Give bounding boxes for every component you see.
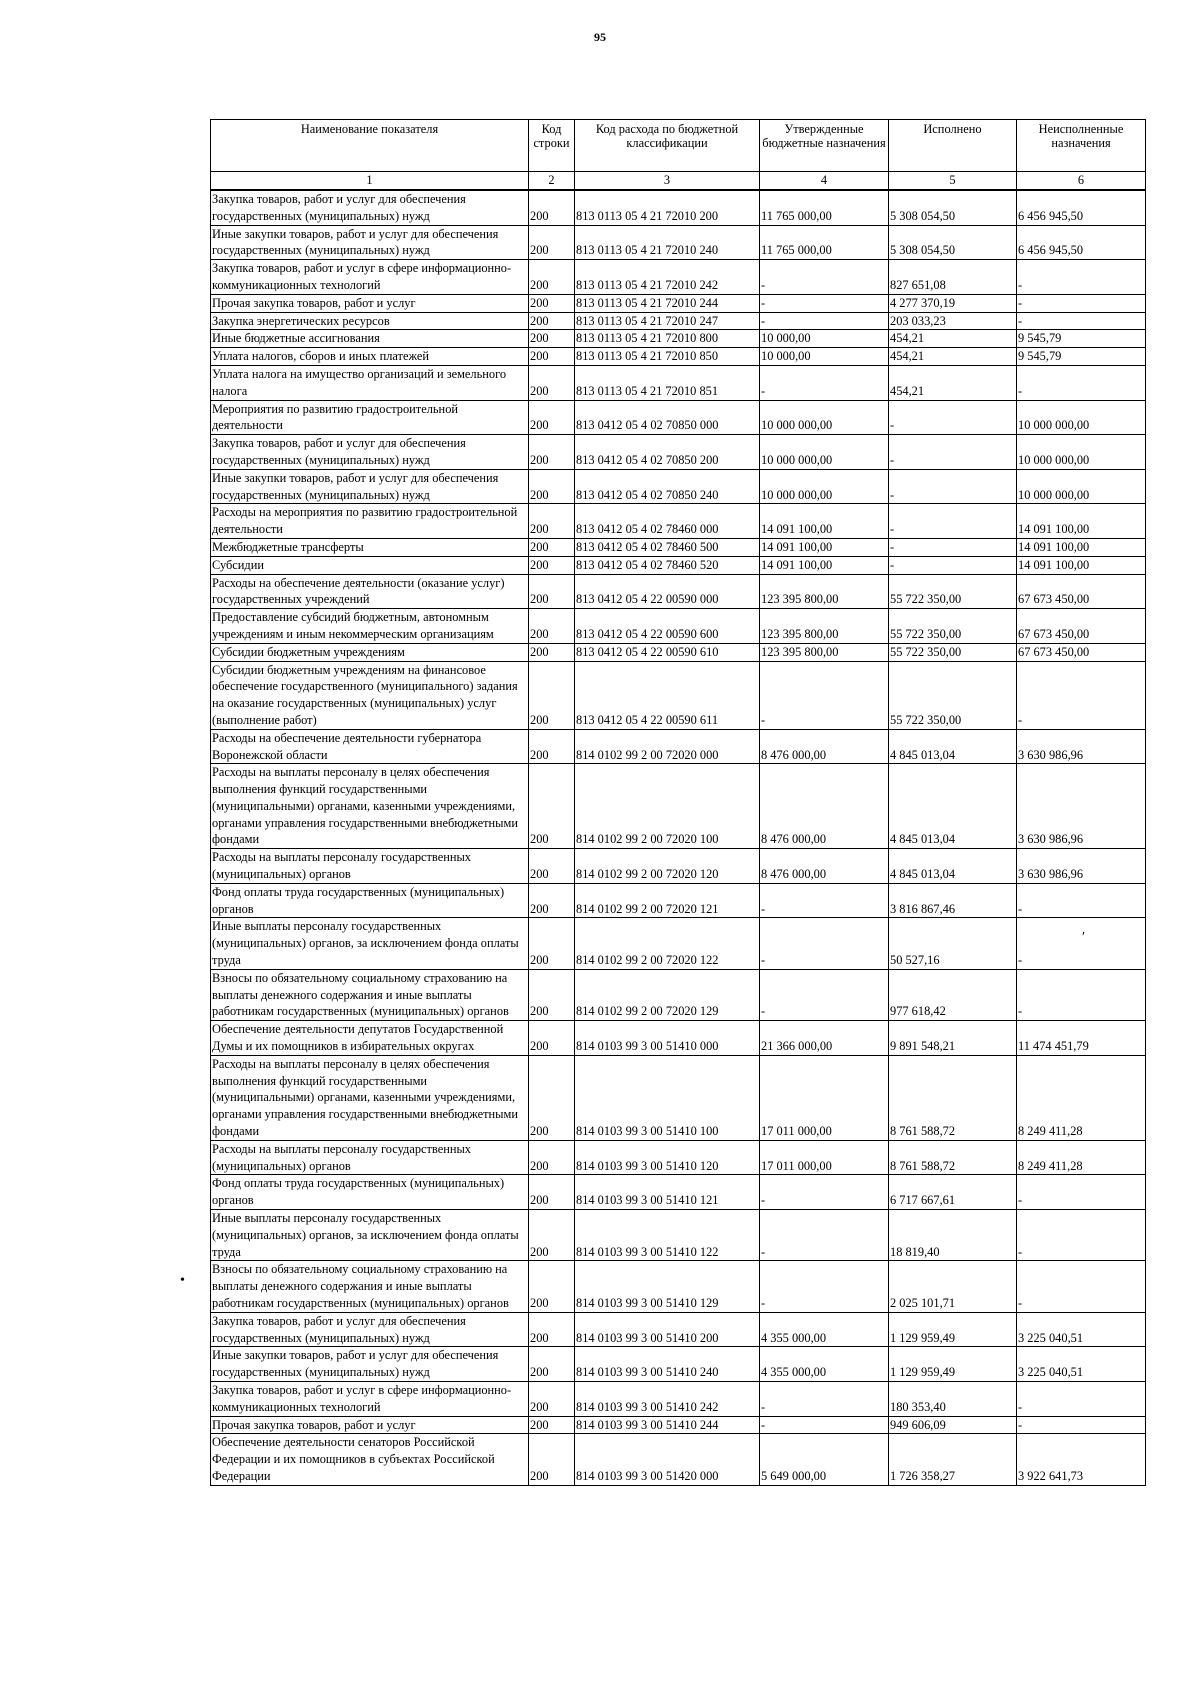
- row-approved: -: [760, 969, 889, 1020]
- col-header-budget-code: Код расхода по бюджетной классификации: [575, 120, 760, 172]
- col-num-1: 1: [211, 172, 529, 191]
- row-approved: 11 765 000,00: [760, 190, 889, 225]
- table-row: [211, 260, 1146, 295]
- table-row: [211, 1055, 1146, 1140]
- row-approved: 14 091 100,00: [760, 504, 889, 539]
- row-approved: -: [760, 294, 889, 312]
- row-name: Расходы на мероприятия по развитию градостроительной деятельности: [211, 504, 529, 539]
- col-num-6: 6: [1017, 172, 1146, 191]
- row-line-code: 200: [529, 661, 575, 729]
- row-budget-code: 813 0113 05 4 21 72010 850: [575, 348, 760, 366]
- row-executed: 9 891 548,21: [889, 1021, 1017, 1056]
- row-unexecuted: -: [1017, 312, 1146, 330]
- row-name: Взносы по обязательному социальному страхованию на выплаты денежного содержания и иные выплаты работникам государственных (муниципальных) органов: [211, 969, 529, 1020]
- row-approved: -: [760, 1261, 889, 1312]
- row-executed: 50 527,16: [889, 918, 1017, 969]
- row-unexecuted: 3 630 986,96: [1017, 849, 1146, 884]
- row-approved: 21 366 000,00: [760, 1021, 889, 1056]
- row-budget-code: 813 0113 05 4 21 72010 240: [575, 225, 760, 260]
- row-budget-code: 813 0113 05 4 21 72010 800: [575, 330, 760, 348]
- row-line-code: 200: [529, 435, 575, 470]
- row-budget-code: 813 0412 05 4 02 70850 000: [575, 400, 760, 435]
- row-budget-code: 813 0412 05 4 22 00590 600: [575, 609, 760, 644]
- row-name: Расходы на выплаты персоналу в целях обеспечения выполнения функций государственными (муниципальными) органами, казенными учреждениями, органами управления государственными внебюджетными фондами: [211, 1055, 529, 1140]
- row-line-code: 200: [529, 1347, 575, 1382]
- row-name: Закупка товаров, работ и услуг для обеспечения государственных (муниципальных) нужд: [211, 435, 529, 470]
- row-budget-code: 813 0113 05 4 21 72010 242: [575, 260, 760, 295]
- row-unexecuted: 3 630 986,96: [1017, 729, 1146, 764]
- row-executed: 4 277 370,19: [889, 294, 1017, 312]
- table-row: [211, 883, 1146, 918]
- table-row: [211, 1210, 1146, 1261]
- row-unexecuted: 67 673 450,00: [1017, 609, 1146, 644]
- row-approved: -: [760, 1416, 889, 1434]
- col-header-unexecuted: Неисполненные назначения: [1017, 120, 1146, 172]
- row-unexecuted: 10 000 000,00: [1017, 400, 1146, 435]
- row-executed: -: [889, 400, 1017, 435]
- row-name: Иные бюджетные ассигнования: [211, 330, 529, 348]
- table-row: [211, 312, 1146, 330]
- row-budget-code: 814 0102 99 2 00 72020 122: [575, 918, 760, 969]
- row-unexecuted: 11 474 451,79: [1017, 1021, 1146, 1056]
- row-unexecuted: 8 249 411,28: [1017, 1055, 1146, 1140]
- row-name: Межбюджетные трансферты: [211, 538, 529, 556]
- row-approved: 4 355 000,00: [760, 1312, 889, 1347]
- row-unexecuted: 3 225 040,51: [1017, 1347, 1146, 1382]
- row-name: Прочая закупка товаров, работ и услуг: [211, 294, 529, 312]
- table-row: [211, 1347, 1146, 1382]
- row-approved: -: [760, 1175, 889, 1210]
- row-budget-code: 813 0113 05 4 21 72010 200: [575, 190, 760, 225]
- row-approved: 123 395 800,00: [760, 609, 889, 644]
- row-budget-code: 814 0103 99 3 00 51410 240: [575, 1347, 760, 1382]
- row-budget-code: 813 0113 05 4 21 72010 244: [575, 294, 760, 312]
- page-number: 95: [594, 30, 606, 44]
- row-approved: -: [760, 883, 889, 918]
- row-executed: 454,21: [889, 348, 1017, 366]
- row-line-code: 200: [529, 1261, 575, 1312]
- col-header-line-code: Код строки: [529, 120, 575, 172]
- row-name: Закупка товаров, работ и услуг в сфере информационно-коммуникационных технологий: [211, 1381, 529, 1416]
- table-row: [211, 365, 1146, 400]
- row-approved: 8 476 000,00: [760, 729, 889, 764]
- row-approved: 10 000,00: [760, 330, 889, 348]
- row-name: Субсидии: [211, 556, 529, 574]
- row-unexecuted: 14 091 100,00: [1017, 538, 1146, 556]
- row-executed: 55 722 350,00: [889, 574, 1017, 609]
- row-executed: 1 726 358,27: [889, 1434, 1017, 1485]
- col-num-2: 2: [529, 172, 575, 191]
- row-name: Закупка товаров, работ и услуг в сфере информационно-коммуникационных технологий: [211, 260, 529, 295]
- row-line-code: 200: [529, 1434, 575, 1485]
- row-line-code: 200: [529, 330, 575, 348]
- row-approved: -: [760, 918, 889, 969]
- table-row: [211, 330, 1146, 348]
- col-header-executed: Исполнено: [889, 120, 1017, 172]
- row-budget-code: 814 0103 99 3 00 51410 129: [575, 1261, 760, 1312]
- col-header-name: Наименование показателя: [211, 120, 529, 172]
- row-unexecuted: 8 249 411,28: [1017, 1140, 1146, 1175]
- row-unexecuted: -: [1017, 1261, 1146, 1312]
- row-executed: 5 308 054,50: [889, 225, 1017, 260]
- row-line-code: 200: [529, 469, 575, 504]
- row-line-code: 200: [529, 643, 575, 661]
- table-row: [211, 729, 1146, 764]
- row-name: Иные выплаты персоналу государственных (муниципальных) органов, за исключением фонда оплаты труда: [211, 918, 529, 969]
- row-name: Взносы по обязательному социальному страхованию на выплаты денежного содержания и иные выплаты работникам государственных (муниципальных) органов: [211, 1261, 529, 1312]
- column-number-row: [211, 172, 1146, 191]
- row-unexecuted: 6 456 945,50: [1017, 190, 1146, 225]
- col-num-4: 4: [760, 172, 889, 191]
- row-name: Фонд оплаты труда государственных (муниципальных) органов: [211, 883, 529, 918]
- row-budget-code: 814 0103 99 3 00 51410 000: [575, 1021, 760, 1056]
- row-name: Иные закупки товаров, работ и услуг для обеспечения государственных (муниципальных) нужд: [211, 1347, 529, 1382]
- row-budget-code: 814 0102 99 2 00 72020 100: [575, 764, 760, 849]
- row-budget-code: 814 0103 99 3 00 51410 242: [575, 1381, 760, 1416]
- row-unexecuted: 10 000 000,00: [1017, 435, 1146, 470]
- row-budget-code: 814 0103 99 3 00 51410 244: [575, 1416, 760, 1434]
- row-executed: -: [889, 504, 1017, 539]
- row-approved: 123 395 800,00: [760, 574, 889, 609]
- row-line-code: 200: [529, 556, 575, 574]
- row-name: Закупка товаров, работ и услуг для обеспечения государственных (муниципальных) нужд: [211, 190, 529, 225]
- row-line-code: 200: [529, 365, 575, 400]
- row-executed: 4 845 013,04: [889, 849, 1017, 884]
- row-executed: 18 819,40: [889, 1210, 1017, 1261]
- row-executed: 977 618,42: [889, 969, 1017, 1020]
- row-name: Уплата налога на имущество организаций и земельного налога: [211, 365, 529, 400]
- table-row: [211, 609, 1146, 644]
- row-unexecuted: 3 225 040,51: [1017, 1312, 1146, 1347]
- row-name: Расходы на обеспечение деятельности губернатора Воронежской области: [211, 729, 529, 764]
- row-name: Иные выплаты персоналу государственных (муниципальных) органов, за исключением фонда оплаты труда: [211, 1210, 529, 1261]
- row-name: Мероприятия по развитию градостроительной деятельности: [211, 400, 529, 435]
- row-line-code: 200: [529, 849, 575, 884]
- row-name: Иные закупки товаров, работ и услуг для обеспечения государственных (муниципальных) нужд: [211, 469, 529, 504]
- row-name: Уплата налогов, сборов и иных платежей: [211, 348, 529, 366]
- row-name: Обеспечение деятельности сенаторов Российской Федерации и их помощников в субъектах Российской Федерации: [211, 1434, 529, 1485]
- table-row: [211, 1416, 1146, 1434]
- table-row: [211, 348, 1146, 366]
- row-executed: 949 606,09: [889, 1416, 1017, 1434]
- row-unexecuted: 67 673 450,00: [1017, 574, 1146, 609]
- row-budget-code: 813 0412 05 4 02 78460 500: [575, 538, 760, 556]
- col-num-5: 5: [889, 172, 1017, 191]
- row-approved: 123 395 800,00: [760, 643, 889, 661]
- header-row: [211, 120, 1146, 172]
- row-line-code: 200: [529, 1021, 575, 1056]
- table-row: [211, 1021, 1146, 1056]
- row-line-code: 200: [529, 574, 575, 609]
- row-name: Иные закупки товаров, работ и услуг для обеспечения государственных (муниципальных) нужд: [211, 225, 529, 260]
- row-unexecuted: -: [1017, 969, 1146, 1020]
- row-line-code: 200: [529, 1175, 575, 1210]
- row-approved: 14 091 100,00: [760, 556, 889, 574]
- row-line-code: 200: [529, 1055, 575, 1140]
- row-name: Фонд оплаты труда государственных (муниципальных) органов: [211, 1175, 529, 1210]
- row-line-code: 200: [529, 1312, 575, 1347]
- table-row: [211, 1140, 1146, 1175]
- row-name: Закупка товаров, работ и услуг для обеспечения государственных (муниципальных) нужд: [211, 1312, 529, 1347]
- row-approved: 10 000 000,00: [760, 400, 889, 435]
- row-unexecuted: -: [1017, 1210, 1146, 1261]
- row-executed: 454,21: [889, 330, 1017, 348]
- row-unexecuted: -: [1017, 661, 1146, 729]
- col-num-3: 3: [575, 172, 760, 191]
- table-row: [211, 469, 1146, 504]
- row-line-code: 200: [529, 1416, 575, 1434]
- row-executed: -: [889, 435, 1017, 470]
- row-line-code: 200: [529, 918, 575, 969]
- row-executed: -: [889, 556, 1017, 574]
- row-unexecuted: 6 456 945,50: [1017, 225, 1146, 260]
- row-line-code: 200: [529, 609, 575, 644]
- row-executed: -: [889, 469, 1017, 504]
- row-unexecuted: -: [1017, 1175, 1146, 1210]
- table-row: [211, 764, 1146, 849]
- row-unexecuted: 10 000 000,00: [1017, 469, 1146, 504]
- row-name: Расходы на выплаты персоналу государственных (муниципальных) органов: [211, 1140, 529, 1175]
- row-name: Закупка энергетических ресурсов: [211, 312, 529, 330]
- row-line-code: 200: [529, 504, 575, 539]
- row-line-code: 200: [529, 294, 575, 312]
- row-executed: 1 129 959,49: [889, 1347, 1017, 1382]
- row-line-code: 200: [529, 764, 575, 849]
- row-budget-code: 814 0102 99 2 00 72020 120: [575, 849, 760, 884]
- row-unexecuted: 67 673 450,00: [1017, 643, 1146, 661]
- row-approved: 17 011 000,00: [760, 1140, 889, 1175]
- row-name: Расходы на обеспечение деятельности (оказание услуг) государственных учреждений: [211, 574, 529, 609]
- table-row: [211, 294, 1146, 312]
- table-body: [211, 190, 1146, 1485]
- row-executed: 55 722 350,00: [889, 643, 1017, 661]
- table-row: [211, 504, 1146, 539]
- row-unexecuted: 3 630 986,96: [1017, 764, 1146, 849]
- row-unexecuted: -: [1017, 260, 1146, 295]
- row-budget-code: 814 0102 99 2 00 72020 000: [575, 729, 760, 764]
- row-line-code: 200: [529, 190, 575, 225]
- row-executed: 454,21: [889, 365, 1017, 400]
- row-executed: 5 308 054,50: [889, 190, 1017, 225]
- row-line-code: 200: [529, 1140, 575, 1175]
- row-executed: -: [889, 538, 1017, 556]
- row-approved: 10 000 000,00: [760, 435, 889, 470]
- row-name: Расходы на выплаты персоналу в целях обеспечения выполнения функций государственными (муниципальными) органами, казенными учреждениями, органами управления государственными внебюджетными фондами: [211, 764, 529, 849]
- row-line-code: 200: [529, 729, 575, 764]
- row-approved: -: [760, 661, 889, 729]
- row-unexecuted: -: [1017, 1381, 1146, 1416]
- table-row: [211, 190, 1146, 225]
- row-line-code: 200: [529, 400, 575, 435]
- row-budget-code: 813 0412 05 4 02 78460 520: [575, 556, 760, 574]
- row-name: Субсидии бюджетным учреждениям на финансовое обеспечение государственного (муниципального) задания на оказание государственных (муниципальных) услуг (выполнение работ): [211, 661, 529, 729]
- row-name: Обеспечение деятельности депутатов Государственной Думы и их помощников в избирательных округах: [211, 1021, 529, 1056]
- row-approved: 5 649 000,00: [760, 1434, 889, 1485]
- row-approved: -: [760, 1381, 889, 1416]
- row-name: Расходы на выплаты персоналу государственных (муниципальных) органов: [211, 849, 529, 884]
- row-budget-code: 814 0102 99 2 00 72020 129: [575, 969, 760, 1020]
- table-row: [211, 969, 1146, 1020]
- table-row: [211, 1434, 1146, 1485]
- row-budget-code: 814 0102 99 2 00 72020 121: [575, 883, 760, 918]
- table-row: [211, 1175, 1146, 1210]
- row-budget-code: 813 0113 05 4 21 72010 247: [575, 312, 760, 330]
- table-row: [211, 400, 1146, 435]
- row-budget-code: 814 0103 99 3 00 51410 120: [575, 1140, 760, 1175]
- row-approved: 11 765 000,00: [760, 225, 889, 260]
- row-unexecuted: -: [1017, 883, 1146, 918]
- row-executed: 55 722 350,00: [889, 661, 1017, 729]
- row-unexecuted: 14 091 100,00: [1017, 556, 1146, 574]
- row-executed: 4 845 013,04: [889, 764, 1017, 849]
- row-budget-code: 813 0412 05 4 22 00590 000: [575, 574, 760, 609]
- row-budget-code: 814 0103 99 3 00 51410 122: [575, 1210, 760, 1261]
- row-approved: 8 476 000,00: [760, 849, 889, 884]
- row-unexecuted: -: [1017, 365, 1146, 400]
- row-approved: 10 000,00: [760, 348, 889, 366]
- row-budget-code: 813 0412 05 4 02 70850 240: [575, 469, 760, 504]
- row-budget-code: 813 0412 05 4 02 70850 200: [575, 435, 760, 470]
- row-budget-code: 814 0103 99 3 00 51410 100: [575, 1055, 760, 1140]
- row-name: Субсидии бюджетным учреждениям: [211, 643, 529, 661]
- row-budget-code: 813 0113 05 4 21 72010 851: [575, 365, 760, 400]
- row-executed: 1 129 959,49: [889, 1312, 1017, 1347]
- table-row: [211, 643, 1146, 661]
- row-line-code: 200: [529, 312, 575, 330]
- row-executed: 827 651,08: [889, 260, 1017, 295]
- row-approved: -: [760, 312, 889, 330]
- row-unexecuted: 3 922 641,73: [1017, 1434, 1146, 1485]
- row-approved: 14 091 100,00: [760, 538, 889, 556]
- table-row: [211, 661, 1146, 729]
- row-executed: 2 025 101,71: [889, 1261, 1017, 1312]
- table-row: [211, 918, 1146, 969]
- row-executed: 203 033,23: [889, 312, 1017, 330]
- row-budget-code: 813 0412 05 4 22 00590 610: [575, 643, 760, 661]
- row-unexecuted: -: [1017, 294, 1146, 312]
- stray-dot: •: [180, 1273, 185, 1288]
- table-row: [211, 556, 1146, 574]
- budget-execution-table: [210, 119, 1146, 1486]
- table-row: [211, 849, 1146, 884]
- row-executed: 8 761 588,72: [889, 1055, 1017, 1140]
- row-unexecuted: 9 545,79: [1017, 348, 1146, 366]
- row-line-code: 200: [529, 225, 575, 260]
- row-line-code: 200: [529, 1381, 575, 1416]
- row-unexecuted: -: [1017, 1416, 1146, 1434]
- row-line-code: 200: [529, 1210, 575, 1261]
- row-executed: 180 353,40: [889, 1381, 1017, 1416]
- row-line-code: 200: [529, 538, 575, 556]
- row-name: Прочая закупка товаров, работ и услуг: [211, 1416, 529, 1434]
- row-approved: 4 355 000,00: [760, 1347, 889, 1382]
- row-executed: 8 761 588,72: [889, 1140, 1017, 1175]
- table-row: [211, 1312, 1146, 1347]
- row-executed: 3 816 867,46: [889, 883, 1017, 918]
- row-budget-code: 813 0412 05 4 22 00590 611: [575, 661, 760, 729]
- table-row: [211, 1381, 1146, 1416]
- row-approved: 17 011 000,00: [760, 1055, 889, 1140]
- row-unexecuted: 9 545,79: [1017, 330, 1146, 348]
- row-budget-code: 814 0103 99 3 00 51420 000: [575, 1434, 760, 1485]
- row-executed: 6 717 667,61: [889, 1175, 1017, 1210]
- row-line-code: 200: [529, 969, 575, 1020]
- table-row: [211, 574, 1146, 609]
- row-approved: -: [760, 1210, 889, 1261]
- row-line-code: 200: [529, 260, 575, 295]
- table-row: [211, 225, 1146, 260]
- row-executed: 4 845 013,04: [889, 729, 1017, 764]
- row-unexecuted: -: [1017, 918, 1146, 969]
- row-line-code: 200: [529, 348, 575, 366]
- row-approved: -: [760, 365, 889, 400]
- table-row: [211, 435, 1146, 470]
- stray-mark: ′: [1082, 930, 1086, 945]
- row-approved: 8 476 000,00: [760, 764, 889, 849]
- table-row: [211, 538, 1146, 556]
- row-budget-code: 813 0412 05 4 02 78460 000: [575, 504, 760, 539]
- row-unexecuted: 14 091 100,00: [1017, 504, 1146, 539]
- row-executed: 55 722 350,00: [889, 609, 1017, 644]
- row-budget-code: 814 0103 99 3 00 51410 121: [575, 1175, 760, 1210]
- row-approved: -: [760, 260, 889, 295]
- row-name: Предоставление субсидий бюджетным, автономным учреждениям и иным некоммерческим организациям: [211, 609, 529, 644]
- col-header-approved: Утвержденные бюджетные назначения: [760, 120, 889, 172]
- table-row: [211, 1261, 1146, 1312]
- row-approved: 10 000 000,00: [760, 469, 889, 504]
- row-budget-code: 814 0103 99 3 00 51410 200: [575, 1312, 760, 1347]
- row-line-code: 200: [529, 883, 575, 918]
